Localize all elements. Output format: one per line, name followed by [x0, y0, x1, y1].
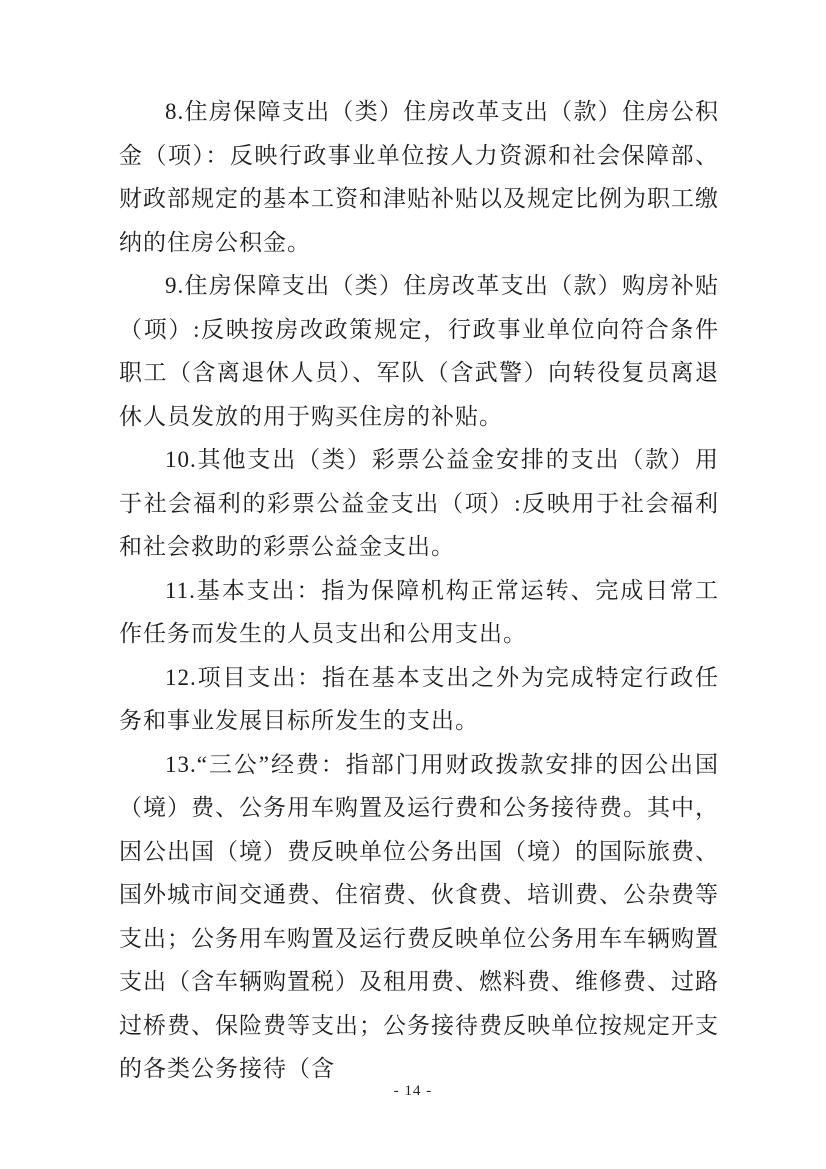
- paragraph-item-12: 12.项目支出：指在基本支出之外为完成特定行政任务和事业发展目标所发生的支出。: [119, 664, 719, 733]
- page-footer: [0, 1082, 826, 1100]
- paragraph-item-10: 10.其他支出（类）彩票公益金安排的支出（款）用于社会福利的彩票公益金支出（项）:反映用于社会福利和社会救助的彩票公益金支出。: [119, 447, 719, 559]
- paragraph-item-11: 11.基本支出：指为保障机构正常运转、完成日常工作任务而发生的人员支出和公用支出。: [119, 577, 719, 646]
- paragraph-item-8: 8.住房保障支出（类）住房改革支出（款）住房公积金（项）：反映行政事业单位按人力资源和社会保障部、财政部规定的基本工资和津贴补贴以及规定比例为职工缴纳的住房公积金。: [119, 99, 719, 255]
- paragraph-item-9: 9.住房保障支出（类）住房改革支出（款）购房补贴（项）:反映按房改政策规定，行政事业单位向符合条件职工（含离退休人员）、军队（含武警）向转役复员离退休人员发放的用于购买住房的补贴。: [119, 273, 719, 429]
- document-body: [119, 90, 719, 1091]
- paragraph-item-13: 13.“三公”经费：指部门用财政拨款安排的因公出国（境）费、公务用车购置及运行费和公务接待费。其中，因公出国（境）费反映单位公务出国（境）的国际旅费、国外城市间交通费、住宿费、伙食费、培训费、公杂费等支出；公务用车购置及运行费反映单位公务用车车辆购置支出（含车辆购置税）及租用费、燃料费、维修费、过路过桥费、保险费等支出；公务接待费反映单位按规定开支的各类公务接待（含: [119, 751, 719, 1081]
- page-number: - 14 -: [393, 1083, 433, 1099]
